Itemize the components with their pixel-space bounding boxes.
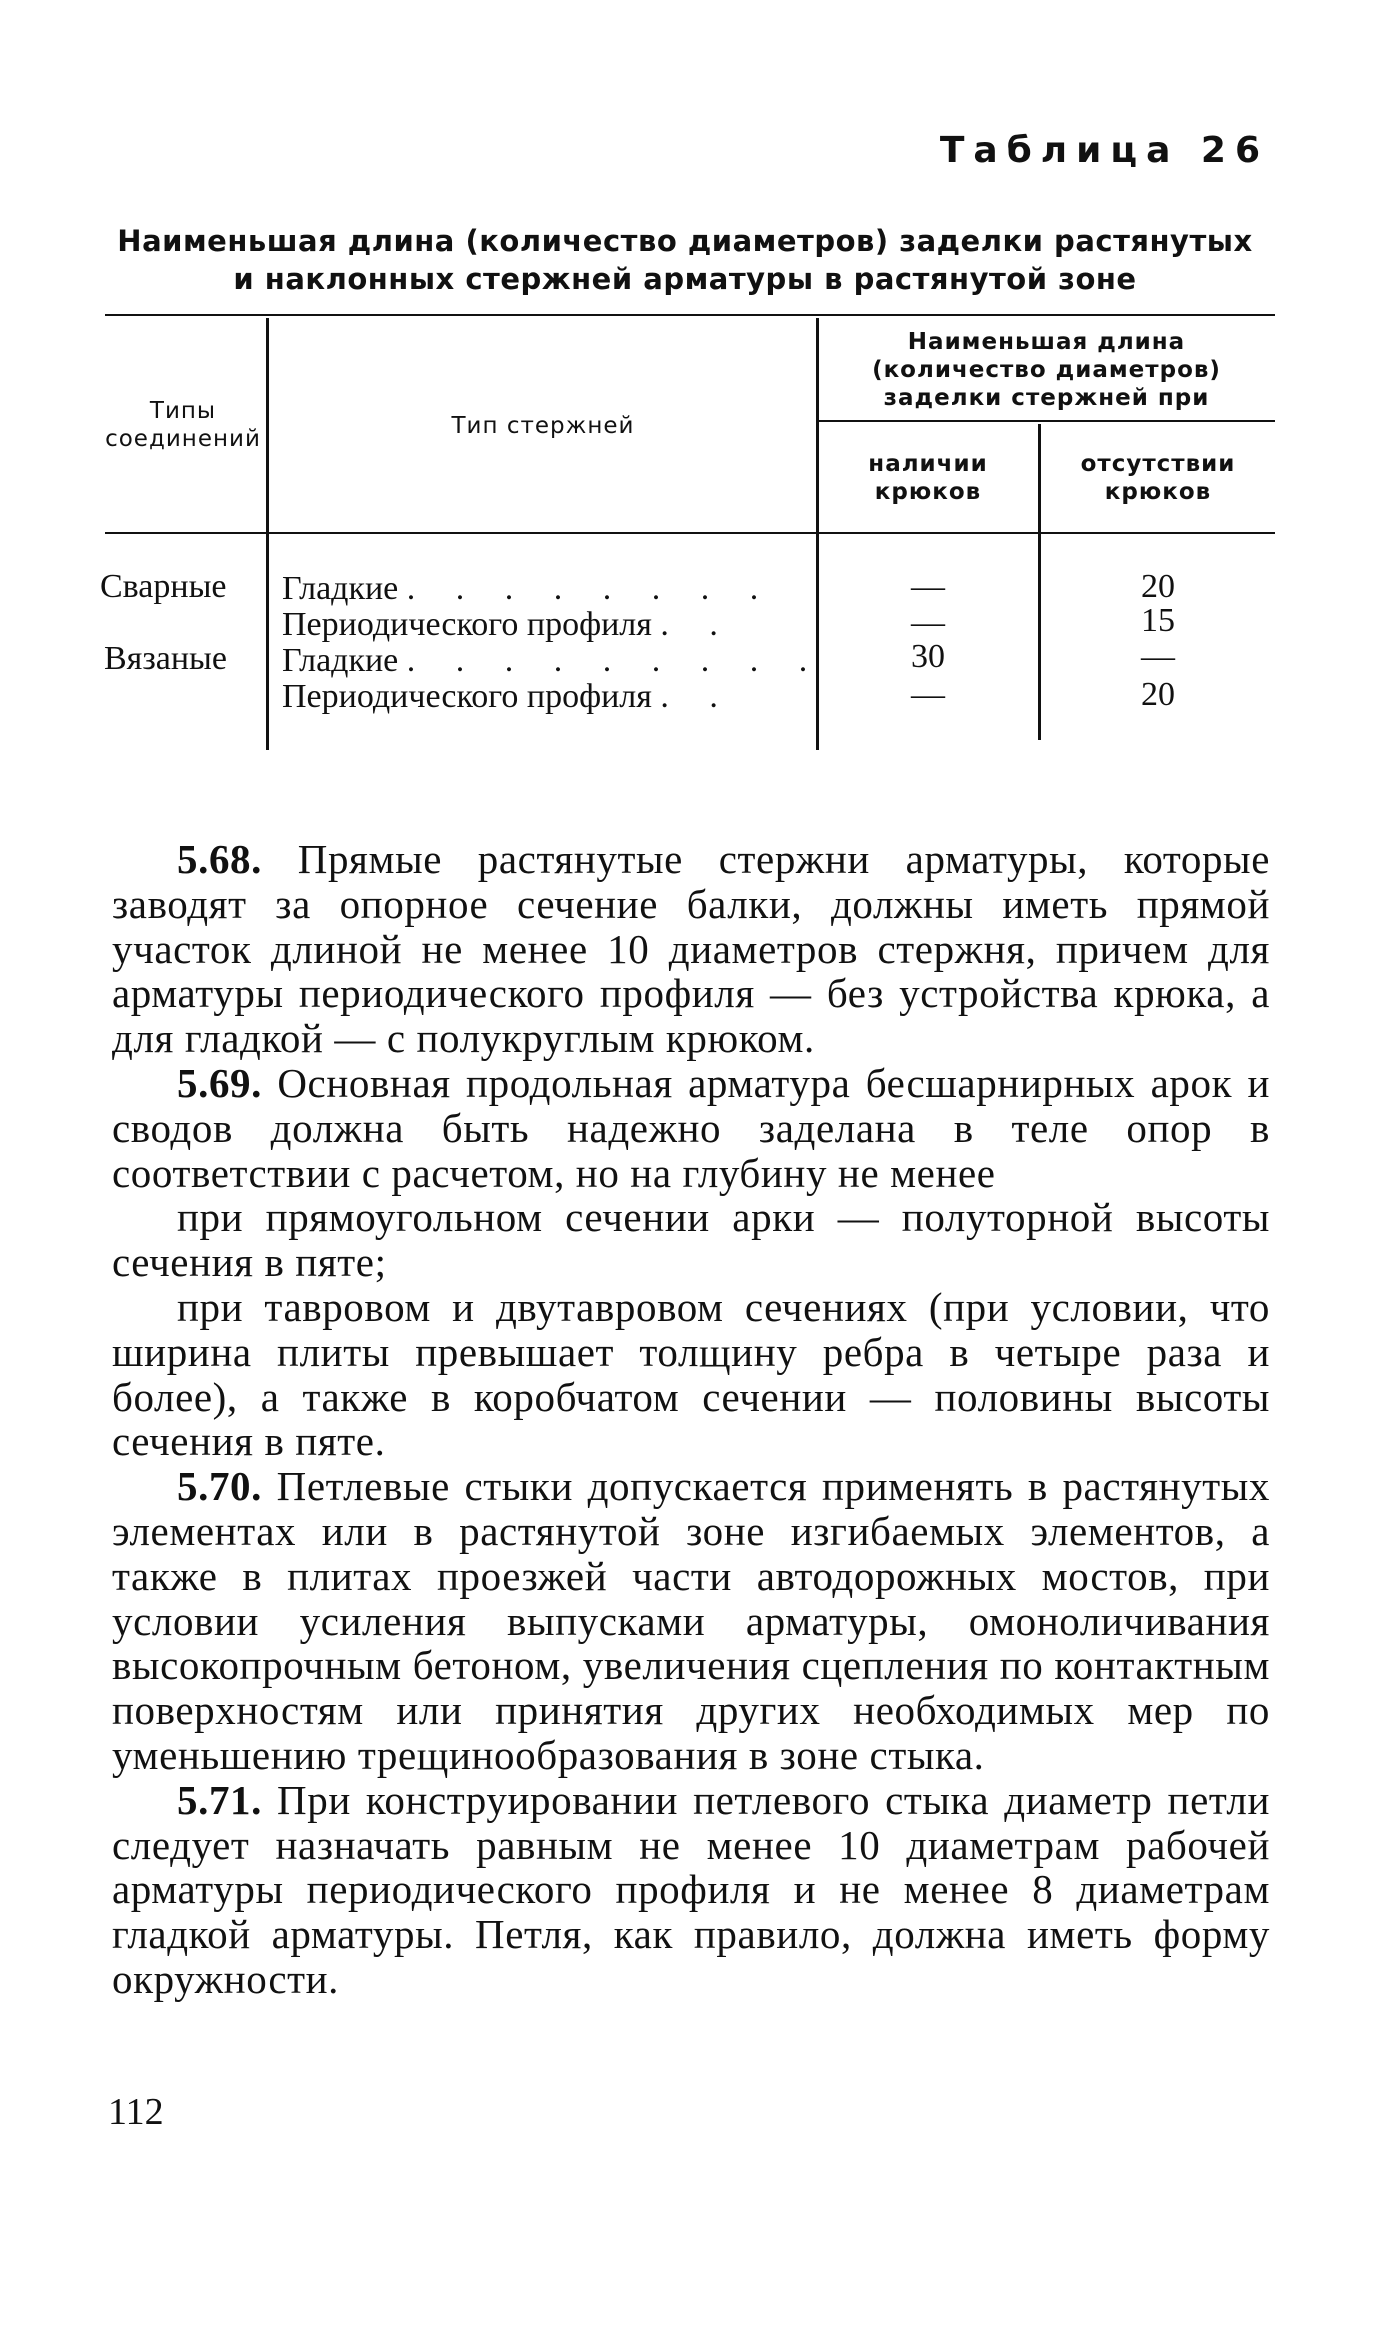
paragraph-rectangular-section: при прямоугольном сечении арки — полуторной высоты сечения в пяте; <box>112 1194 1270 1286</box>
table-divider-joint <box>266 318 269 750</box>
bar-type-cell: Гладкие . . . . . . . . . <box>282 642 824 679</box>
paragraph-5-71: 5.71. При конструировании петлевого стыка диаметр петли следует назначать равным не менее 10 диаметрам рабочей арматуры периодического профиля и не менее 8 диаметрам гладкой арматуры. Петля, как правило, должна иметь форму окружности. <box>112 1776 1270 2002</box>
with-hooks-cell: 30 <box>911 638 945 675</box>
with-hooks-cell: — <box>911 676 945 713</box>
bar-type-cell: Периодического профиля . . <box>282 606 734 643</box>
header-bar-type: Тип стержней <box>451 413 635 439</box>
joint-type-cell: Сварные <box>100 568 227 605</box>
paragraph-5-70: 5.70. Петлевые стыки допускается применять в растянутых элементах или в растянутой зоне изгибаемых элементов, а также в плитах проезжей части автодорожных мостов, при условии усиления выпусками арматуры, омоноличивания высокопрочным бетоном, увеличения сцепления по контактным поверхностям или принятия других необходимых мер по уменьшению трещинообразования в зоне стыка. <box>112 1463 1270 1778</box>
header-without-hooks: отсутствии крюков <box>1080 451 1236 505</box>
joint-type-cell: Вязаные <box>104 640 227 677</box>
table-top-rule <box>105 314 1275 316</box>
with-hooks-cell: — <box>911 604 945 641</box>
without-hooks-cell: 15 <box>1141 602 1175 639</box>
table-label: Таблица 26 <box>939 130 1269 171</box>
page-number: 112 <box>108 2091 164 2133</box>
bar-type-cell: Периодического профиля . . <box>282 678 734 715</box>
table-title-line-1: Наименьшая длина (количество диаметров) заделки растянутых <box>117 224 1253 258</box>
without-hooks-cell: — <box>1141 638 1175 675</box>
header-joint-type: Типы соединений <box>105 398 261 452</box>
table-header-rule <box>105 532 1275 534</box>
bar-type-cell: Гладкие . . . . . . . . <box>282 570 775 607</box>
header-min-length-group: Наименьшая длина (количество диаметров) заделки стержней при <box>872 329 1221 411</box>
table-title <box>100 222 1270 298</box>
body-text <box>112 837 1270 2002</box>
paragraph-5-68: 5.68. Прямые растянутые стержни арматуры, которые заводят за опорное сечение балки, должны иметь прямой участок длиной не менее 10 диаметров стержня, причем для арматуры периодического профиля — без устройства крюка, а для гладкой — с полукруглым крюком. <box>112 836 1270 1062</box>
without-hooks-cell: 20 <box>1141 568 1175 605</box>
paragraph-tee-section: при тавровом и двутавровом сечениях (при условии, что ширина плиты превышает толщину ребра в четыре раза и более), а также в коробчатом сечении — половины высоты сечения в пяте. <box>112 1283 1270 1465</box>
without-hooks-cell: 20 <box>1141 676 1175 713</box>
table-title-line-2: и наклонных стержней арматуры в растянутой зоне <box>233 262 1137 296</box>
paragraph-5-69: 5.69. Основная продольная арматура бесшарнирных арок и сводов должна быть надежно заделана в теле опор в соответствии с расчетом, но на глубину не менее <box>112 1059 1270 1196</box>
with-hooks-cell: — <box>911 568 945 605</box>
table-subheader-rule <box>818 420 1275 422</box>
header-with-hooks: наличии крюков <box>868 451 988 505</box>
